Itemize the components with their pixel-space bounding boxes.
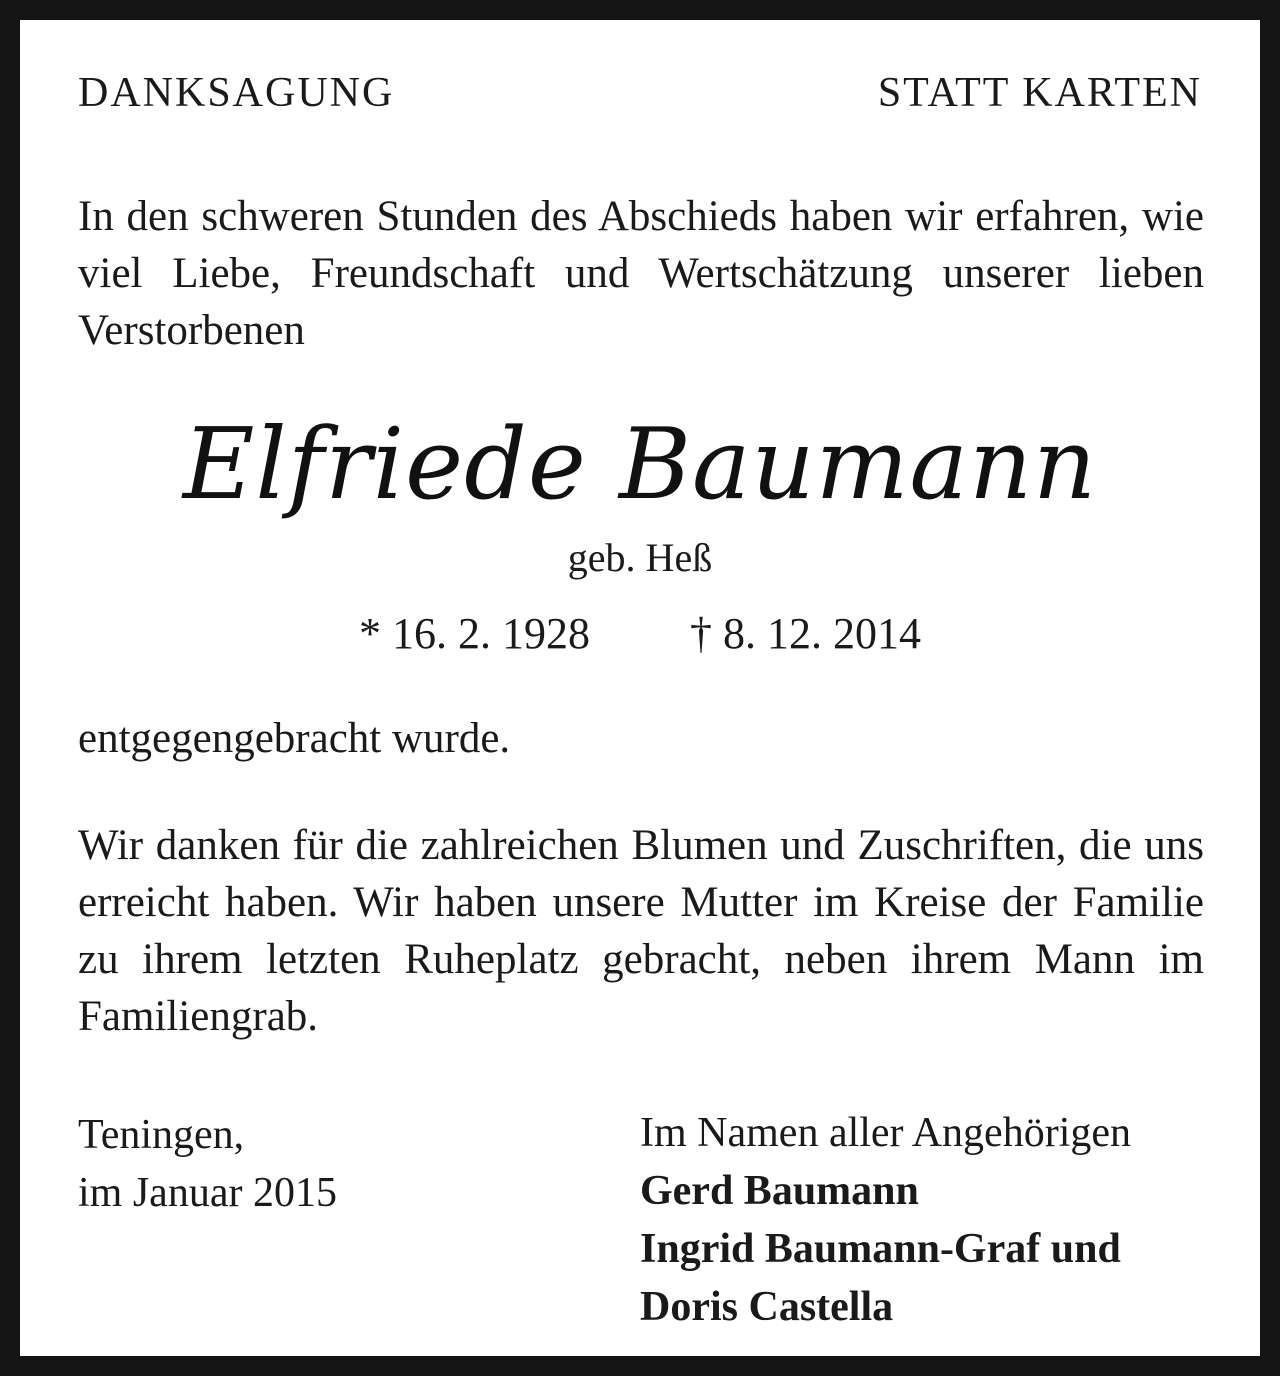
life-dates [20,609,1260,658]
maiden-name: geb. Heß [567,535,713,580]
heading-statt-karten: STATT KARTEN [877,70,1202,116]
deceased-name: Elfriede Baumann [182,408,1098,522]
intro-paragraph: In den schweren Stunden des Abschieds haben wir erfahren, wie viel Liebe, Freundschaft und Wertschätzung unserer lieben Verstorbenen [78,193,1204,354]
continuation-text: entgegengebracht wurde. [78,715,511,762]
signatory-name: Doris Castella [640,1284,894,1330]
signatory-name: Gerd Baumann [640,1168,919,1214]
place-and-date [78,1106,337,1222]
birth-date: * 16. 2. 1928 [359,609,590,658]
thanks-paragraph: Wir danken für die zahlreichen Blumen und Zuschriften, die uns erreicht haben. Wir haben unsere Mutter im Kreise der Familie zu ihrem letzten Ruheplatz gebracht, neben ihrem Mann im Familiengrab. [78,822,1204,1040]
death-date: † 8. 12. 2014 [690,609,921,658]
signatory-name: Ingrid Baumann-Graf und [640,1226,1121,1272]
signature-block [640,1104,1131,1336]
signature-intro: Im Namen aller Angehörigen [640,1110,1131,1156]
place: Teningen, [78,1112,245,1158]
date: im Januar 2015 [78,1170,337,1216]
heading-danksagung: DANKSAGUNG [78,70,395,116]
